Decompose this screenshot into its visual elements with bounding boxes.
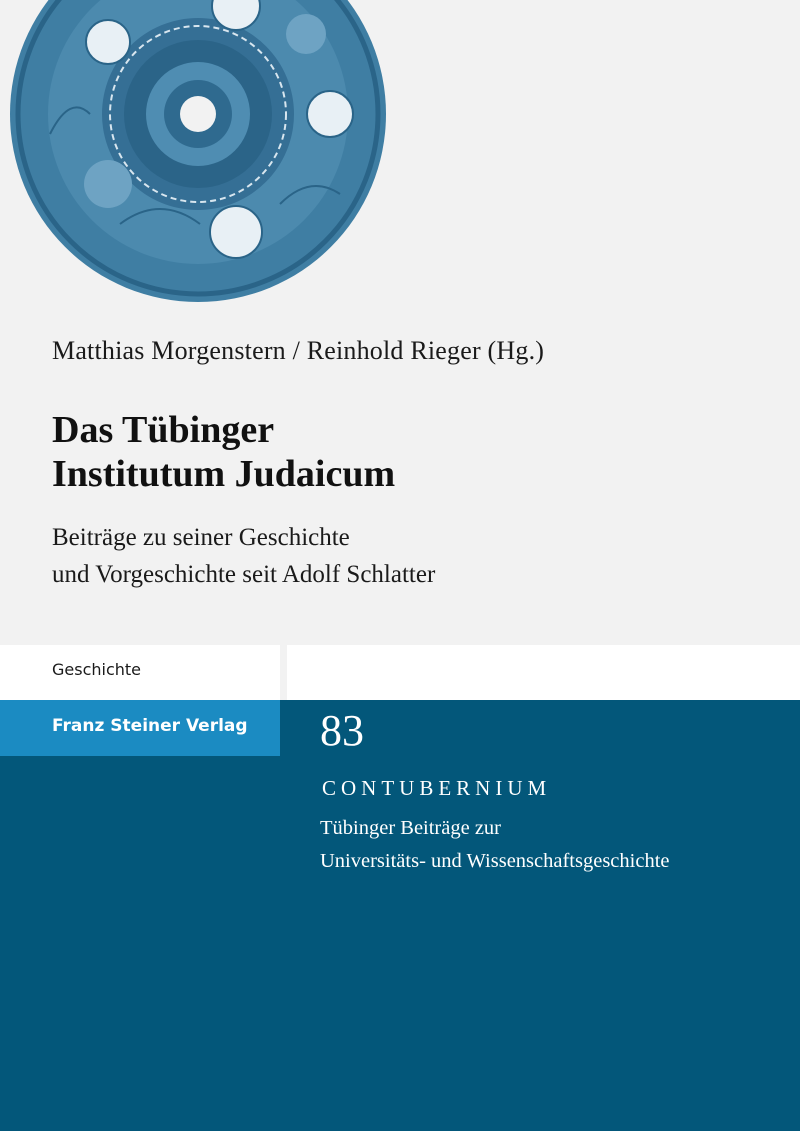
series-subtitle — [320, 812, 670, 878]
category-label: Geschichte — [52, 660, 142, 679]
series-subtitle-line-2: Universitäts- und Wissenschaftsgeschichte — [320, 850, 670, 872]
book-subtitle — [52, 519, 435, 593]
subtitle-line-1: Beiträge zu seiner Geschichte — [52, 524, 350, 551]
title-line-2: Institutum Judaicum — [52, 453, 396, 495]
volume-number: 83 — [320, 706, 364, 755]
title-line-1: Das Tübinger — [52, 409, 275, 451]
subtitle-line-2: und Vorgeschichte seit Adolf Schlatter — [52, 561, 436, 588]
series-name: CONTUBERNIUM — [322, 776, 552, 800]
cover-lower-panel — [0, 700, 800, 1131]
series-subtitle-line-1: Tübinger Beiträge zur — [320, 817, 502, 839]
authors: Matthias Morgenstern / Reinhold Rieger (Hg.) — [52, 336, 545, 365]
book-title — [52, 408, 395, 496]
seder-plate-illustration — [10, 0, 386, 316]
publisher-name: Franz Steiner Verlag — [52, 716, 248, 736]
band-divider — [280, 645, 287, 700]
